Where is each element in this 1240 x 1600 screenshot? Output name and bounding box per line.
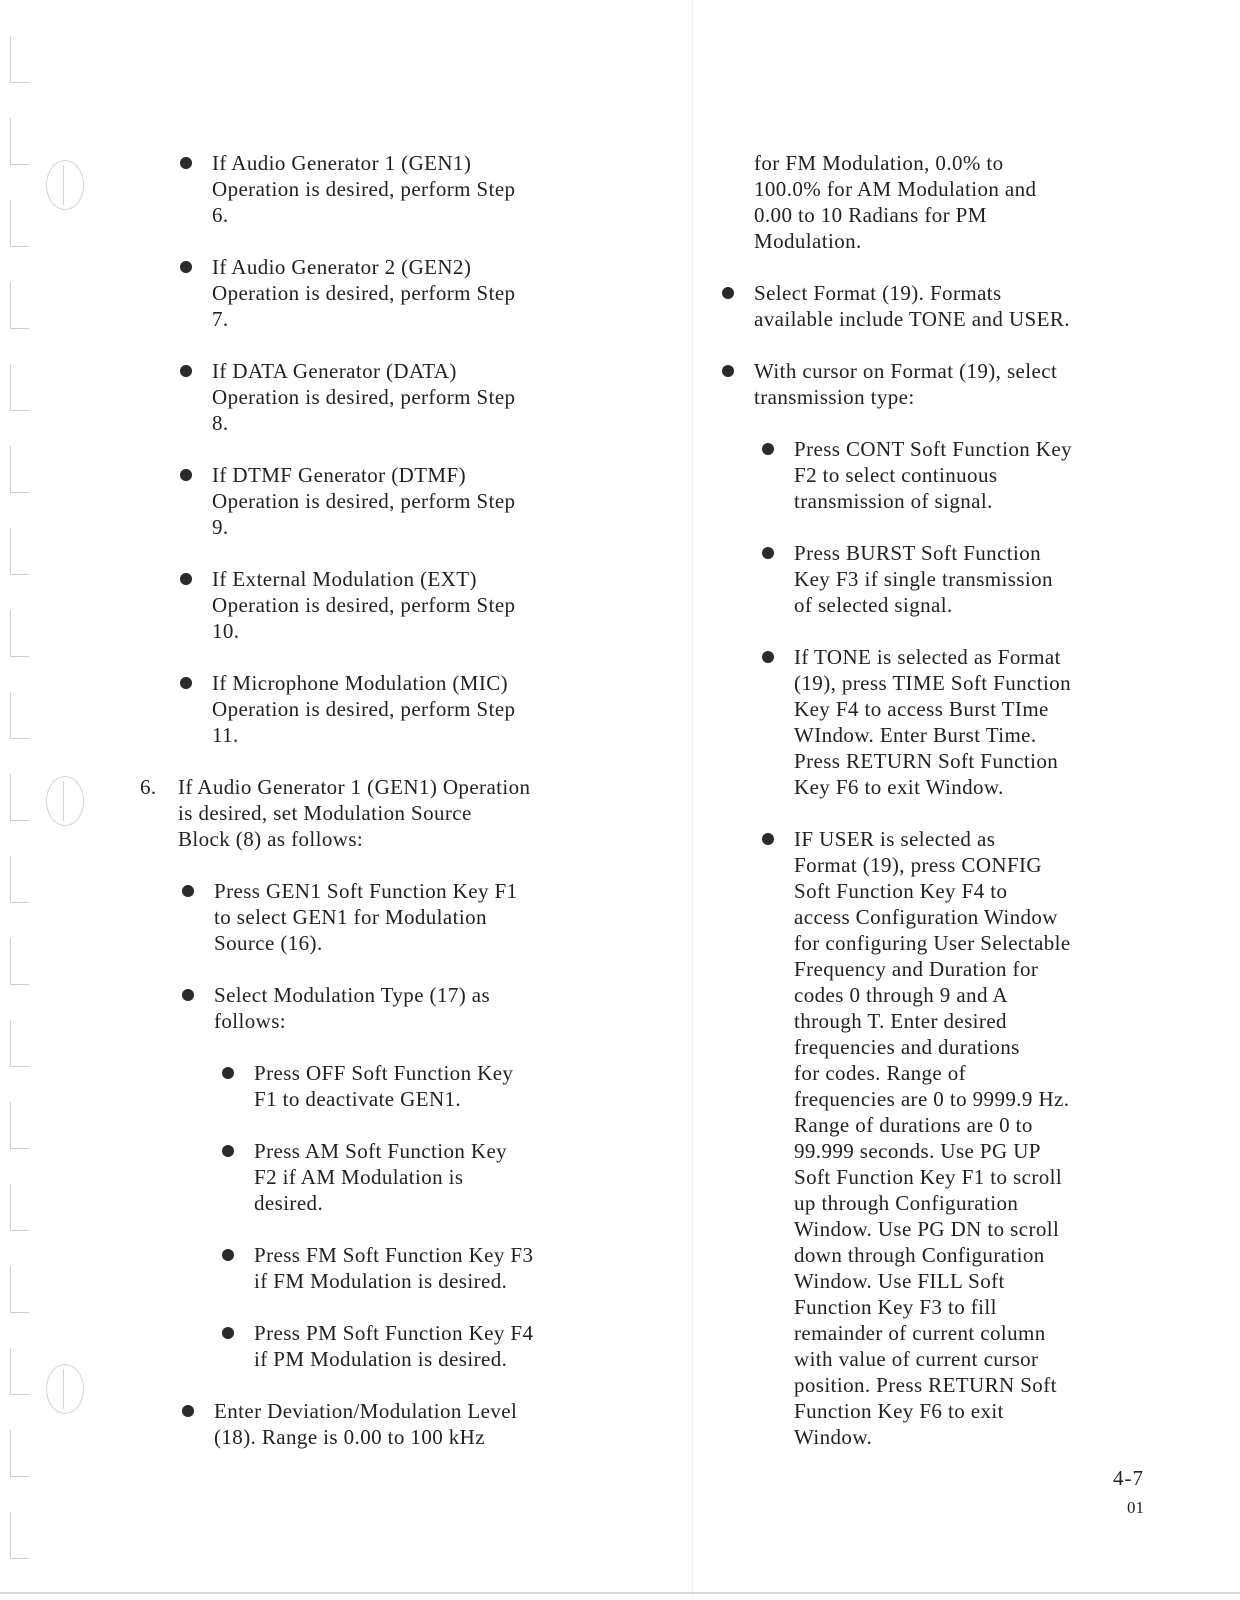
bullet-icon	[222, 1145, 234, 1157]
margin-tick	[10, 1184, 29, 1231]
margin-tick	[10, 938, 29, 985]
bullet-icon	[180, 469, 192, 481]
binder-hole-mark	[46, 1364, 84, 1414]
margin-tick	[10, 118, 29, 165]
margin-tick	[10, 692, 29, 739]
bullet-icon	[180, 677, 192, 689]
page-number: 4-7	[1113, 1466, 1144, 1490]
list-item	[136, 1242, 656, 1294]
list-item	[136, 670, 656, 748]
list-item-text: If Audio Generator 2 (GEN2) Operation is desired, perform Step 7.	[212, 255, 516, 331]
step-number: 6.	[140, 775, 157, 799]
list-item	[722, 436, 1152, 514]
step-6	[136, 774, 656, 852]
list-item-text: If DTMF Generator (DTMF) Operation is desired, perform Step 9.	[212, 463, 516, 539]
margin-tick	[10, 200, 29, 247]
list-item-text: Press BURST Soft Function Key F3 if single transmission of selected signal.	[794, 541, 1053, 617]
step-text: If Audio Generator 1 (GEN1) Operation is desired, set Modulation Source Block (8) as follows:	[178, 775, 531, 851]
bullet-icon	[762, 651, 774, 663]
margin-tick	[10, 528, 29, 575]
bullet-icon	[222, 1327, 234, 1339]
list-item	[136, 254, 656, 332]
list-item-text: If TONE is selected as Format (19), press TIME Soft Function Key F4 to access Burst TIme WIndow. Enter Burst Time. Press RETURN Soft Function Key F6 to exit Window.	[794, 645, 1072, 799]
list-item	[136, 358, 656, 436]
list-item-text: Select Format (19). Formats available include TONE and USER.	[754, 281, 1070, 331]
margin-tick	[10, 1102, 29, 1149]
list-item-text: IF USER is selected as Format (19), press CONFIG Soft Function Key F4 to access Configuration Window for configuring User Selectable Frequency and Duration for codes 0 through 9 and A through T. Enter desired frequencies and durations for codes. Range of frequencies are 0 to 9999.9 Hz. Range of durations are 0 to 99.999 seconds. Use PG UP Soft Function Key F1 to scroll up through Configuration Window. Use PG DN to scroll down through Configuration Window. Use FILL Soft Function Key F3 to fill remainder of current column with value of current cursor position. Press RETURN Soft Function Key F6 to exit Window.	[794, 827, 1071, 1449]
margin-tick	[10, 36, 29, 83]
list-item	[136, 982, 656, 1034]
list-item-text: If Microphone Modulation (MIC) Operation is desired, perform Step 11.	[212, 671, 516, 747]
bullet-icon	[182, 1405, 194, 1417]
binder-hole-mark	[46, 160, 84, 210]
list-item-text: Press AM Soft Function Key F2 if AM Modulation is desired.	[254, 1139, 508, 1215]
bullet-icon	[182, 989, 194, 1001]
bullet-icon	[180, 365, 192, 377]
list-item-text: If DATA Generator (DATA) Operation is desired, perform Step 8.	[212, 359, 516, 435]
list-item-text: Enter Deviation/Modulation Level (18). Range is 0.00 to 100 kHz	[214, 1399, 518, 1449]
list-item	[722, 540, 1152, 618]
list-item	[136, 150, 656, 228]
list-item	[136, 1320, 656, 1372]
list-item	[136, 566, 656, 644]
bullet-icon	[180, 157, 192, 169]
list-item-text: Press CONT Soft Function Key F2 to select continuous transmission of signal.	[794, 437, 1072, 513]
bullet-icon	[222, 1067, 234, 1079]
list-item	[722, 280, 1152, 332]
binder-hole-mark	[46, 776, 84, 826]
bullet-icon	[222, 1249, 234, 1261]
margin-tick	[10, 610, 29, 657]
margin-tick	[10, 1430, 29, 1477]
binder-margin	[0, 0, 40, 1600]
continuation-text	[722, 150, 1152, 254]
bullet-icon	[180, 261, 192, 273]
list-item-text: Select Modulation Type (17) as follows:	[214, 983, 491, 1033]
margin-tick	[10, 1020, 29, 1067]
list-item	[136, 462, 656, 540]
margin-tick	[10, 774, 29, 821]
margin-tick	[10, 364, 29, 411]
margin-tick	[10, 856, 29, 903]
margin-tick	[10, 1348, 29, 1395]
list-item	[722, 644, 1152, 800]
list-item-text: With cursor on Format (19), select transmission type:	[754, 359, 1058, 409]
list-item-text: Press OFF Soft Function Key F1 to deactivate GEN1.	[254, 1061, 514, 1111]
bullet-icon	[762, 443, 774, 455]
list-item	[136, 1060, 656, 1112]
paragraph: for FM Modulation, 0.0% to 100.0% for AM Modulation and 0.00 to 10 Radians for PM Modulation.	[754, 151, 1037, 253]
list-item	[722, 826, 1152, 1450]
margin-tick	[10, 1512, 29, 1559]
list-item-text: Press PM Soft Function Key F4 if PM Modulation is desired.	[254, 1321, 534, 1371]
scan-fold-line	[692, 0, 693, 1600]
list-item-text: If External Modulation (EXT) Operation is desired, perform Step 10.	[212, 567, 516, 643]
list-item	[136, 1138, 656, 1216]
bullet-icon	[180, 573, 192, 585]
bottom-rule	[0, 1592, 1240, 1594]
right-column	[722, 150, 1152, 1476]
list-item-text: Press FM Soft Function Key F3 if FM Modulation is desired.	[254, 1243, 534, 1293]
list-item-text: Press GEN1 Soft Function Key F1 to select GEN1 for Modulation Source (16).	[214, 879, 518, 955]
bullet-icon	[722, 365, 734, 377]
bullet-icon	[182, 885, 194, 897]
list-item	[136, 1398, 656, 1450]
list-item	[722, 358, 1152, 410]
margin-tick	[10, 282, 29, 329]
margin-tick	[10, 1266, 29, 1313]
bullet-icon	[762, 547, 774, 559]
list-item-text: If Audio Generator 1 (GEN1) Operation is desired, perform Step 6.	[212, 151, 516, 227]
bullet-icon	[722, 287, 734, 299]
revision-number: 01	[1127, 1498, 1144, 1517]
margin-tick	[10, 446, 29, 493]
left-column	[136, 150, 656, 1476]
bullet-icon	[762, 833, 774, 845]
list-item	[136, 878, 656, 956]
